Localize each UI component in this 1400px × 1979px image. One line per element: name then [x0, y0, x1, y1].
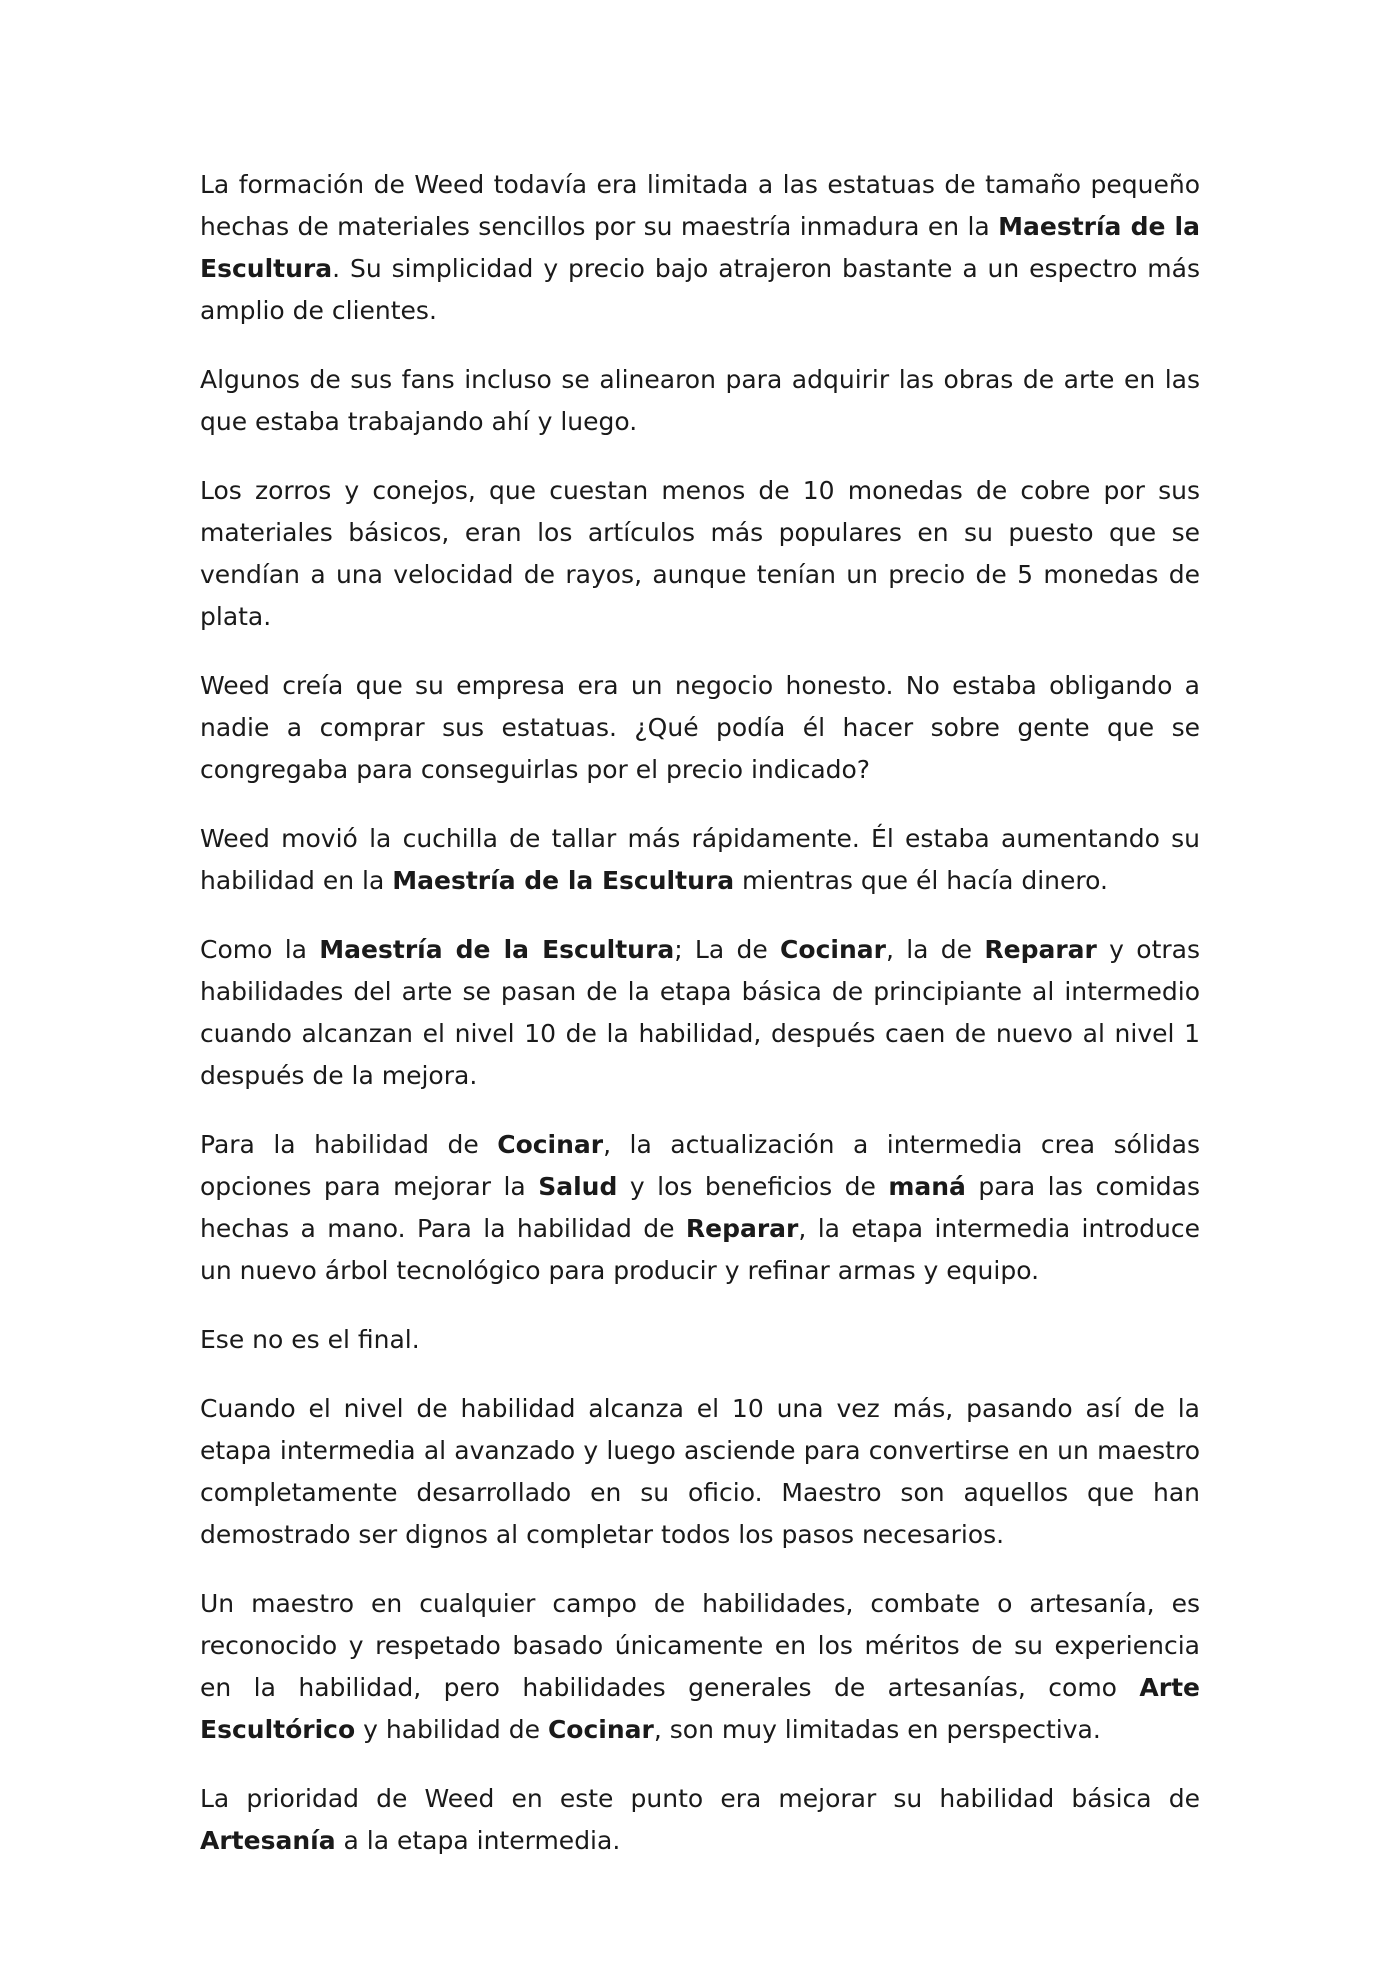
paragraph-2: Algunos de sus fans incluso se alinearon para adquirir las obras de arte en las que estaba trabajando ahí y luego. — [200, 365, 1200, 436]
paragraph-9: Cuando el nivel de habilidad alcanza el 10 una vez más, pasando así de la etapa intermedia al avanzado y luego asciende para convertirse en un maestro completamente desarrollado en su oficio. Maestro son aquellos que han demostrado ser dignos al completar todos los pasos necesarios. — [200, 1394, 1200, 1549]
paragraph-4: Weed creía que su empresa era un negocio honesto. No estaba obligando a nadie a comprar sus estatuas. ¿Qué podía él hacer sobre gente que se congregaba para conseguirlas por el precio indicado? — [200, 671, 1200, 784]
paragraph-11: La prioridad de Weed en este punto era mejorar su habilidad básica de Artesanía a la etapa intermedia. — [200, 1784, 1200, 1855]
paragraph-6: Como la Maestría de la Escultura; La de Cocinar, la de Reparar y otras habilidades del arte se pasan de la etapa básica de principiante al intermedio cuando alcanzan el nivel 10 de la habilidad, después caen de nuevo al nivel 1 después de la mejora. — [200, 935, 1201, 1090]
paragraph-8: Ese no es el final. — [200, 1325, 420, 1354]
paragraph-1: La formación de Weed todavía era limitada a las estatuas de tamaño pequeño hechas de materiales sencillos por su maestría inmadura en la Maestría de la Escultura. Su simplicidad y precio bajo atrajeron bastante a un espectro más amplio de clientes. — [200, 170, 1200, 325]
paragraph-5: Weed movió la cuchilla de tallar más rápidamente. Él estaba aumentando su habilidad en la Maestría de la Escultura mientras que él hacía dinero. — [200, 824, 1200, 895]
document-page — [200, 164, 1200, 1889]
paragraph-10: Un maestro en cualquier campo de habilidades, combate o artesanía, es reconocido y respetado basado únicamente en los méritos de su experiencia en la habilidad, pero habilidades generales de artesanías, como Arte Escultórico y habilidad de Cocinar, son muy limitadas en perspectiva. — [200, 1589, 1200, 1744]
paragraph-3: Los zorros y conejos, que cuestan menos de 10 monedas de cobre por sus materiales básicos, eran los artículos más populares en su puesto que se vendían a una velocidad de rayos, aunque tenían un precio de 5 monedas de plata. — [200, 476, 1200, 631]
paragraph-7: Para la habilidad de Cocinar, la actualización a intermedia crea sólidas opciones para mejorar la Salud y los beneficios de maná para las comidas hechas a mano. Para la habilidad de Reparar, la etapa intermedia introduce un nuevo árbol tecnológico para producir y refinar armas y equipo. — [200, 1130, 1200, 1285]
